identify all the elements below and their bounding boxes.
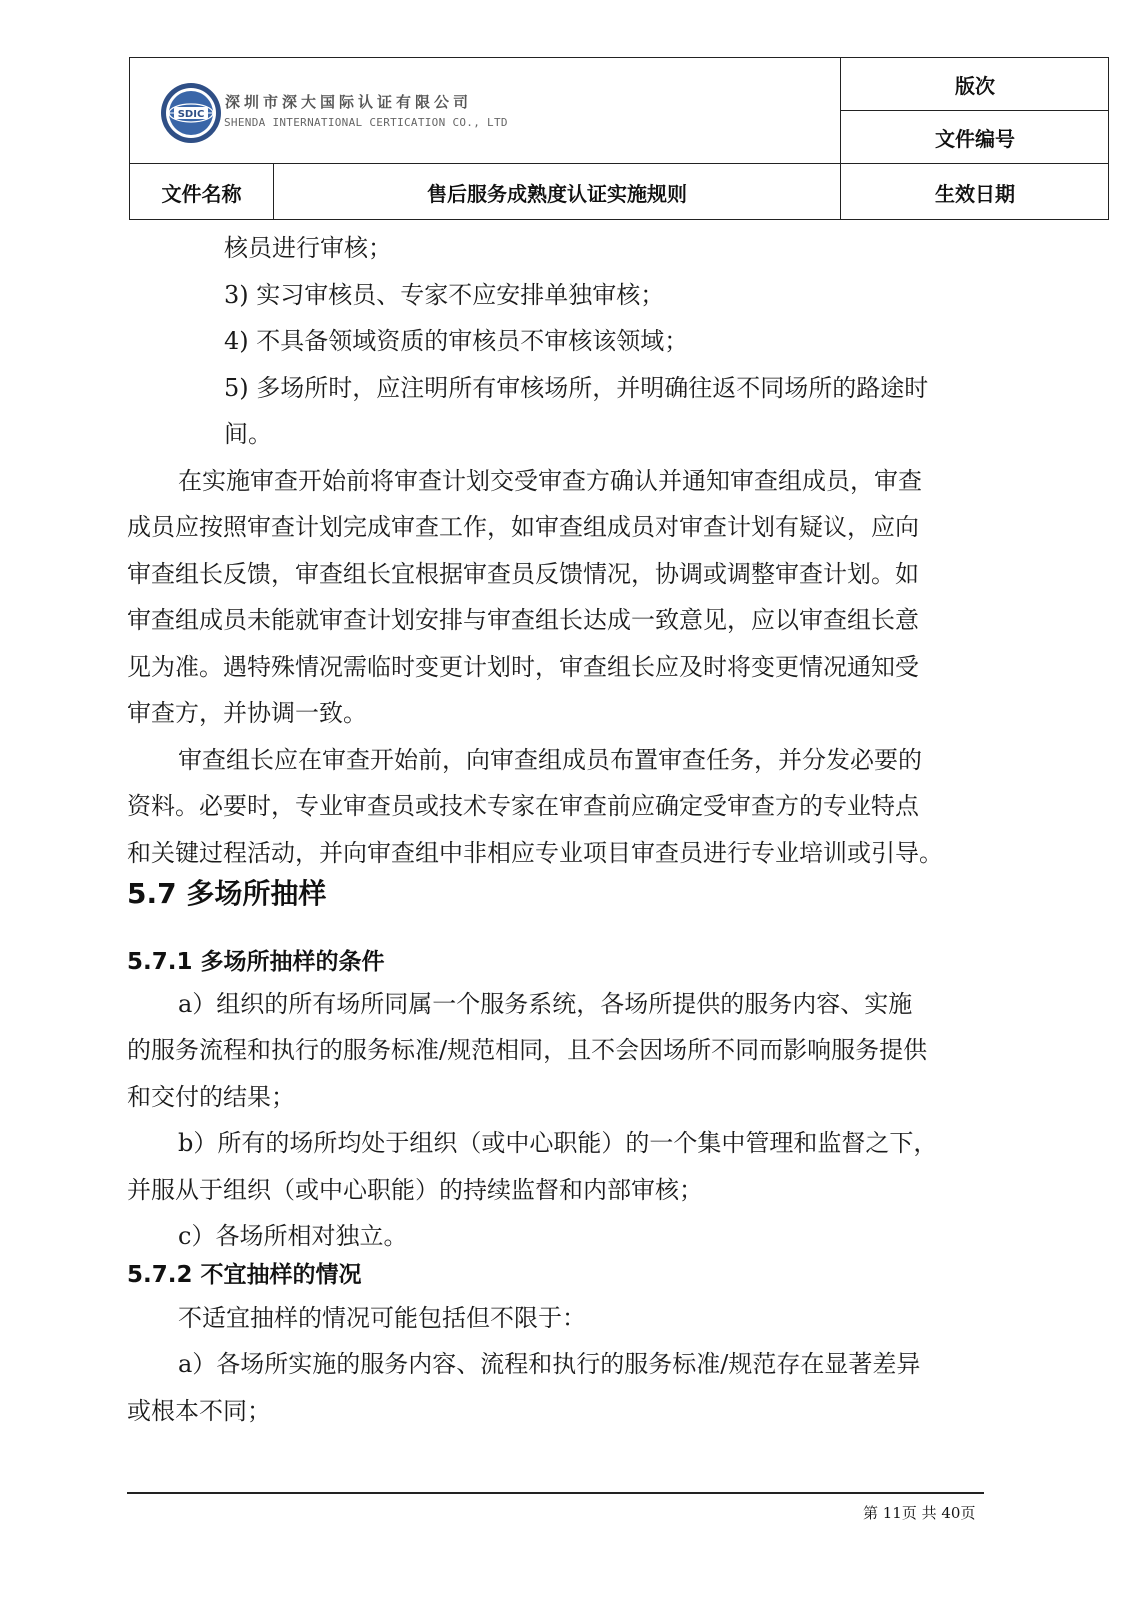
- paragraph-line: 审查方，并协调一致。: [127, 699, 367, 727]
- effective-date-label: 生效日期: [935, 181, 1015, 206]
- version-label: 版次: [955, 73, 995, 98]
- document-header-table: [129, 57, 1109, 220]
- doc-name-value: 售后服务成熟度认证实施规则: [427, 181, 687, 206]
- paragraph-line: c）各场所相对独立。: [178, 1222, 408, 1250]
- company-name-cn: 深圳市深大国际认证有限公司: [225, 93, 473, 111]
- list-item: 4) 不具备领域资质的审核员不审核该领域；: [224, 327, 689, 355]
- paragraph-line: 不适宜抽样的情况可能包括但不限于：: [178, 1304, 586, 1332]
- paragraph-line: 和交付的结果；: [127, 1083, 295, 1111]
- list-item: 5) 多场所时，应注明所有审核场所，并明确往返不同场所的路途时: [224, 374, 929, 402]
- subsection-heading: 5.7.2 不宜抽样的情况: [127, 1262, 362, 1288]
- paragraph-line: 资料。必要时，专业审查员或技术专家在审查前应确定受审查方的专业特点: [127, 792, 919, 820]
- paragraph-line: a）各场所实施的服务内容、流程和执行的服务标准/规范存在显著差异: [178, 1350, 921, 1378]
- doc-number-label: 文件编号: [935, 126, 1015, 151]
- paragraph-line: 和关键过程活动，并向审查组中非相应专业项目审查员进行专业培训或引导。: [127, 839, 943, 867]
- paragraph-line: 的服务流程和执行的服务标准/规范相同，且不会因场所不同而影响服务提供: [127, 1036, 928, 1064]
- subsection-heading: 5.7.1 多场所抽样的条件: [127, 949, 385, 975]
- paragraph-line: b）所有的场所均处于组织（或中心职能）的一个集中管理和监督之下，: [178, 1129, 938, 1157]
- paragraph-line: 成员应按照审查计划完成审查工作，如审查组成员对审查计划有疑议，应向: [127, 513, 919, 541]
- page-number: 第 11页 共 40页: [863, 1504, 976, 1522]
- paragraph-line: 在实施审查开始前将审查计划交受审查方确认并通知审查组成员，审查: [178, 467, 922, 495]
- paragraph-line: 审查组长反馈，审查组长宜根据审查员反馈情况，协调或调整审查计划。如: [127, 560, 919, 588]
- paragraph-line: 审查组长应在审查开始前，向审查组成员布置审查任务，并分发必要的: [178, 746, 922, 774]
- company-logo-icon: [160, 82, 222, 144]
- paragraph-line: 审查组成员未能就审查计划安排与审查组长达成一致意见，应以审查组长意: [127, 606, 919, 634]
- paragraph-line: 见为准。遇特殊情况需临时变更计划时，审查组长应及时将变更情况通知受: [127, 653, 919, 681]
- list-item: 核员进行审核；: [224, 234, 392, 262]
- paragraph-line: 或根本不同；: [127, 1397, 271, 1425]
- company-name-en: SHENDA INTERNATIONAL CERTICATION CO., LTD: [224, 116, 508, 129]
- svg-text:SDIC: SDIC: [177, 109, 205, 120]
- list-item: 3) 实习审核员、专家不应安排单独审核；: [224, 281, 665, 309]
- section-heading: 5.7 多场所抽样: [127, 877, 327, 910]
- paragraph-line: 并服从于组织（或中心职能）的持续监督和内部审核；: [127, 1176, 703, 1204]
- doc-name-label: 文件名称: [161, 181, 242, 206]
- paragraph-line: a）组织的所有场所同属一个服务系统，各场所提供的服务内容、实施: [178, 990, 913, 1018]
- footer-divider: [127, 1492, 984, 1494]
- list-item: 间。: [224, 420, 272, 448]
